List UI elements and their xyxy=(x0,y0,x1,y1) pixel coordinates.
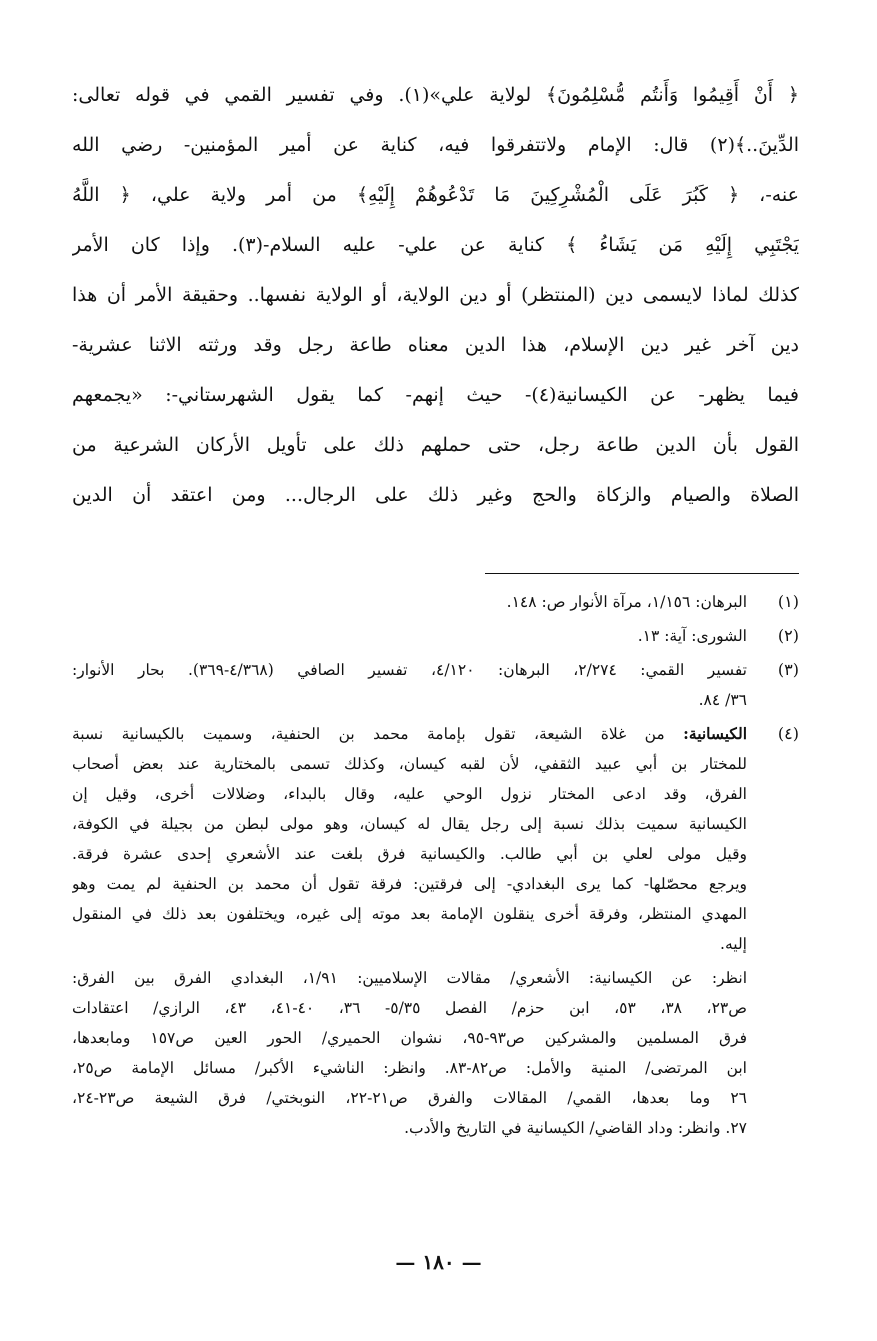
footnote-line-text: من غلاة الشيعة، تقول بإمامة محمد بن الحنفية، وسميت بالكيسانية نسبة xyxy=(72,725,665,743)
footnote-body xyxy=(72,587,747,617)
footnote-body xyxy=(72,655,747,715)
footnote-line: تفسير القمي: ٢/٢٧٤، البرهان: ٤/١٢٠، تفسير الصافي (٤/٣٦٨-٣٦٩). بحار الأنوار: xyxy=(72,661,747,679)
footnote-2 xyxy=(72,621,799,651)
footnote-number: (١) xyxy=(777,592,799,611)
main-text-line: يَجْتَبِي إِلَيْهِ مَن يَشَاءُ ﴾ كناية عن علي- عليه السلام-(٣). وإذا كان الأمر xyxy=(72,234,799,256)
main-text-line: فيما يظهر- عن الكيسانية(٤)- حيث إنهم- كما يقول الشهرستاني-: «يجمعهم xyxy=(72,384,799,406)
footnote-number: (٢) xyxy=(777,626,799,645)
main-text-body xyxy=(72,70,799,520)
footnote-4 xyxy=(72,719,799,959)
references-block xyxy=(72,963,747,1143)
footnote-body xyxy=(72,719,747,959)
reference-line: فرق المسلمين والمشركين ص٩٣-٩٥، نشوان الحميري/ الحور العين ص١٥٧ ومابعدها، xyxy=(72,1029,747,1047)
footnote-1 xyxy=(72,587,799,617)
footnote-line xyxy=(72,719,747,749)
main-text-line: كذلك لماذا لايسمى دين (المنتظر) أو دين الولاية، أو الولاية نفسها.. وحقيقة الأمر أن هذا xyxy=(72,284,799,306)
footnote-line: المهدي المنتظر، وفرقة أخرى ينقلون الإمامة بعد موته إلى غيره، ويختلفون بعد ذلك في المنقول xyxy=(72,905,747,923)
footnote-line: الشورى: آية: ١٣. xyxy=(637,627,747,645)
footnotes xyxy=(72,587,799,1143)
main-text-line: الدِّينَ..﴾(٢) قال: الإمام ولاتتفرقوا فيه، كناية عن أمير المؤمنين- رضي الله xyxy=(72,134,799,156)
main-text-line: دين آخر غير دين الإسلام، هذا الدين معناه طاعة رجل وقد ورثته الاثنا عشرية- xyxy=(72,334,799,356)
footnote-separator xyxy=(485,573,799,574)
page-number: — ١٨٠ — xyxy=(395,1250,482,1274)
footnote-line: البرهان: ١/١٥٦، مرآة الأنوار ص: ١٤٨. xyxy=(506,593,747,611)
footnote-body xyxy=(72,621,747,651)
reference-line: ابن المرتضى/ المنية والأمل: ص٨٢-٨٣. وانظر: الناشيء الأكبر/ مسائل الإمامة ص٢٥، xyxy=(72,1059,747,1077)
footnote-line: الفرق، وقد ادعى المختار نزول الوحي عليه، وقال بالبداء، وضلالات أخرى، وقيل إن xyxy=(72,785,747,803)
footnote-3 xyxy=(72,655,799,715)
reference-line: انظر: عن الكيسانية: الأشعري/ مقالات الإسلاميين: ١/٩١، البغدادي الفرق بين الفرق: xyxy=(72,969,747,987)
main-text-line: ﴿ أَنْ أَقِيمُوا وَأَنتُم مُّسْلِمُونَ﴾ لولاية علي»(١). وفي تفسير القمي في قوله تعالى: xyxy=(72,84,799,106)
footnote-number: (٤) xyxy=(777,724,799,743)
reference-line: ص٢٣، ٣٨، ٥٣، ابن حزم/ الفصل ٥/٣٥- ٣٦، ٤٠-٤١، ٤٣، الرازي/ اعتقادات xyxy=(72,999,747,1017)
reference-line: ٢٦ وما بعدها، القمي/ المقالات والفرق ص٢١-٢٢، النوبختي/ فرق الشيعة ص٢٣-٢٤، xyxy=(72,1089,747,1107)
footnote-term: الكيسانية: xyxy=(683,724,747,743)
footnote-line: ويرجع محصّلها- كما يرى البغدادي- إلى فرقتين: فرقة تقول أن محمد بن الحنفية لم يمت وهو xyxy=(72,875,747,893)
footnote-line: الكيسانية سميت بذلك نسبة إلى رجل يقال له كيسان، وهو مولى لبطن من بجيلة في الكوفة، xyxy=(72,815,747,833)
main-text-line: القول بأن الدين طاعة رجل، حتى حملهم ذلك على تأويل الأركان الشرعية من xyxy=(72,434,799,456)
footnote-number: (٣) xyxy=(777,660,799,679)
reference-line: ٢٧. وانظر: وداد القاضي/ الكيسانية في التاريخ والأدب. xyxy=(404,1119,747,1137)
footnote-line: إليه. xyxy=(720,935,747,953)
main-text-line: الصلاة والصيام والزكاة والحج وغير ذلك على الرجال... ومن اعتقد أن الدين xyxy=(72,484,799,506)
footnote-line: وقيل مولى لعلي بن أبي طالب. والكيسانية فرق بلغت عند الأشعري إحدى عشرة فرقة. xyxy=(72,845,747,863)
main-text-line: عنه-، ﴿ كَبُرَ عَلَى الْمُشْرِكِينَ مَا تَدْعُوهُمْ إِلَيْهِ﴾ من أمر ولاية علي، ﴿ اللَّهُ xyxy=(72,184,799,206)
footnote-line: ٣٦/ ٨٤. xyxy=(698,691,747,709)
footnote-line: للمختار بن أبي عبيد الثقفي، لأن لقبه كيسان، وكذلك تسمى بالمختارية عند بعض أصحاب xyxy=(72,755,747,773)
